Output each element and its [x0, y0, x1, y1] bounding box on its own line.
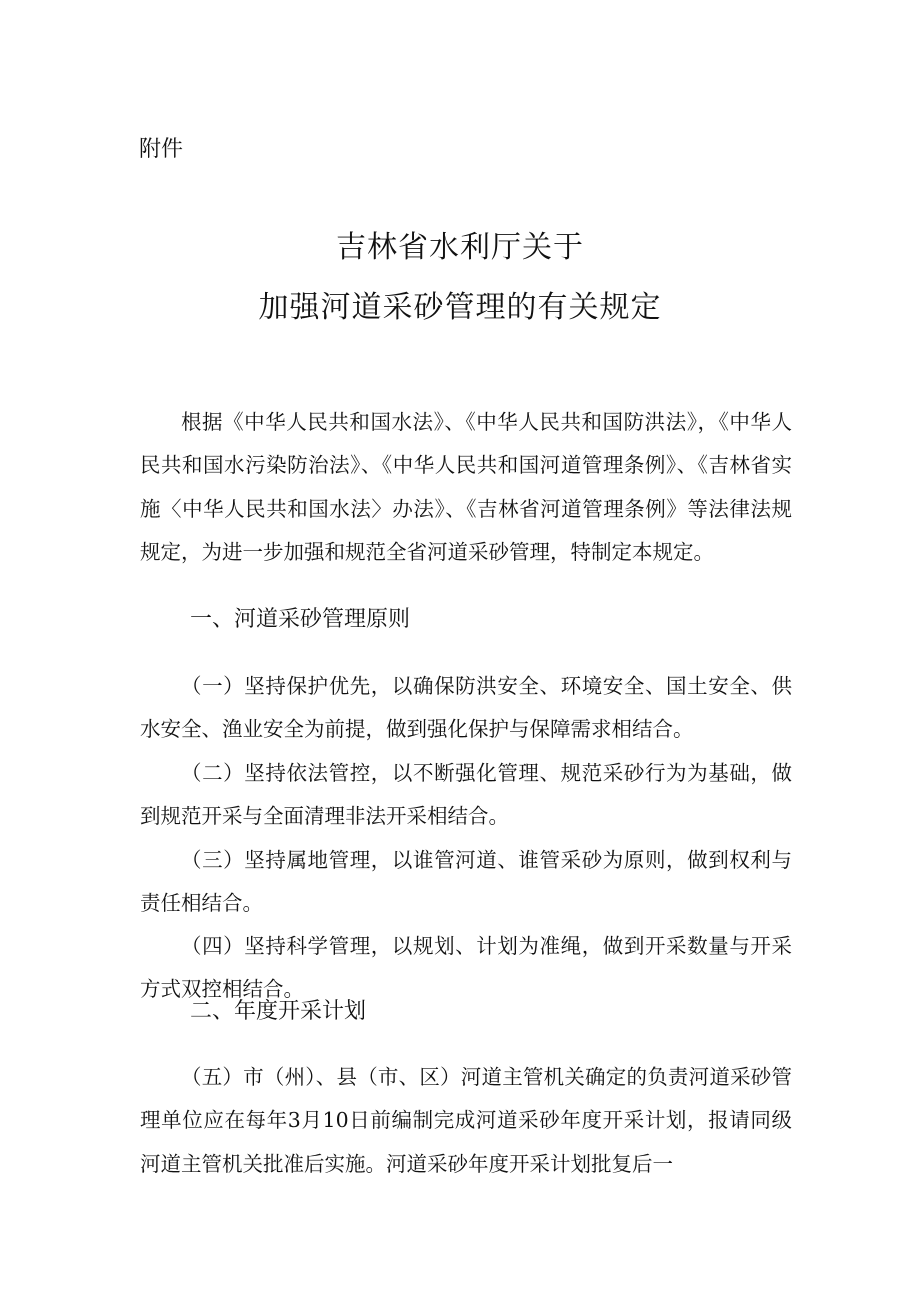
paragraph-principle-2: （二）坚持依法管控，以不断强化管理、规范采砂行为为基础，做到规范开采与全面清理非法开采相结合。 — [140, 760, 792, 828]
paragraph-annual-plan-5: （五）市（州）、县（市、区）河道主管机关确定的负责河道采砂管理单位应在每年3月10日前编制完成河道采砂年度开采计划，报请同级河道主管机关批准后实施。河道采砂年度开采计划批复后一 — [140, 1064, 792, 1176]
section-heading-principles: 一、河道采砂管理原则 — [190, 607, 411, 632]
attachment-label: 附件 — [139, 137, 184, 162]
intro-paragraph: 根据《中华人民共和国水法》、《中华人民共和国防洪法》，《中华人民共和国水污染防治法》、《中华人民共和国河道管理条例》、《吉林省实施〈中华人民共和国水法〉办法》、《吉林省河道管理条例》等法律法规规定，为进一步加强和规范全省河道采砂管理，特制定本规定。 — [140, 409, 792, 564]
paragraph-principle-4: （四）坚持科学管理，以规划、计划为准绳，做到开采数量与开采方式双控相结合。 — [140, 933, 792, 1001]
document-title-line-1: 吉林省水利厅关于 — [336, 230, 584, 265]
paragraph-principle-3: （三）坚持属地管理，以谁管河道、谁管采砂为原则，做到权利与责任相结合。 — [140, 847, 792, 915]
paragraph-principle-1: （一）坚持保护优先，以确保防洪安全、环境安全、国土安全、供水安全、渔业安全为前提，做到强化保护与保障需求相结合。 — [140, 673, 792, 741]
section-heading-annual-plan: 二、年度开采计划 — [190, 999, 367, 1024]
document-title-line-2: 加强河道采砂管理的有关规定 — [258, 290, 662, 325]
